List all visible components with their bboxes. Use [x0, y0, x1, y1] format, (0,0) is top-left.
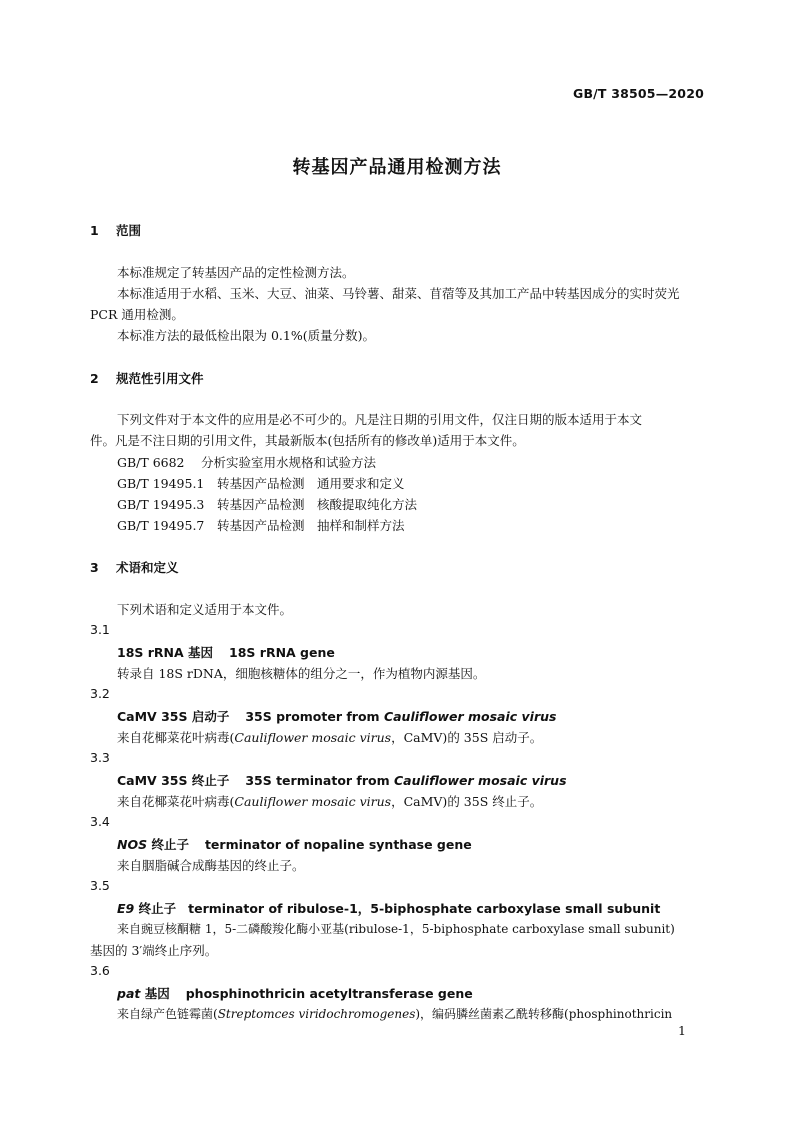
- definition-italic: Cauliflower mosaic virus: [234, 730, 392, 745]
- term-definition: 来自豌豆核酮糖 1，5-二磷酸羧化酶小亚基(ribulose-1，5-biphosphate carboxylase small subunit): [117, 922, 675, 936]
- term-en: 18S rRNA gene: [229, 645, 335, 660]
- reference-code: GB/T 19495.3: [117, 497, 205, 512]
- term-definition: [117, 792, 542, 810]
- reference-title: 转基因产品检测 通用要求和定义: [217, 476, 405, 491]
- document-title: 转基因产品通用检测方法: [292, 157, 502, 178]
- definition-text: ，CaMV)的 35S 终止子。: [391, 794, 543, 809]
- definition-text: 来自绿产色链霉菌(: [117, 1007, 218, 1021]
- term-definition-continuation: 基因的 3′端终止序列。: [90, 943, 218, 958]
- term-zh: 基因: [140, 986, 170, 1001]
- term-definition: 来自胭脂碱合成酶基因的终止子。: [117, 858, 305, 873]
- section-1-heading: [90, 221, 141, 239]
- term-zh: CaMV 35S 启动子: [117, 709, 230, 724]
- term-number: 3.4: [90, 814, 110, 829]
- reference-title: 转基因产品检测 核酸提取纯化方法: [217, 497, 418, 512]
- paragraph-continuation: 件。凡是不注日期的引用文件，其最新版本(包括所有的修改单)适用于本文件。: [90, 433, 525, 448]
- section-title: 范围: [116, 223, 142, 238]
- section-title: 术语和定义: [116, 560, 179, 575]
- section-number: 1: [90, 223, 99, 238]
- paragraph-continuation: PCR 通用检测。: [90, 307, 184, 322]
- term-heading: [117, 707, 556, 725]
- term-number: 3.1: [90, 622, 110, 637]
- definition-italic: Streptomces viridochromogenes: [217, 1007, 416, 1021]
- term-en-italic: Cauliflower mosaic virus: [394, 773, 567, 788]
- term-en-italic: Cauliflower mosaic virus: [383, 709, 557, 724]
- term-zh-italic: E9: [117, 901, 135, 916]
- term-heading: [117, 643, 335, 661]
- term-heading: [117, 899, 660, 917]
- term-zh-italic: NOS: [117, 837, 148, 852]
- term-zh: 18S rRNA 基因: [117, 645, 214, 660]
- section-3-heading: [90, 558, 179, 576]
- term-en: 35S promoter from: [245, 709, 384, 724]
- standard-code: GB/T 38505—2020: [572, 86, 704, 101]
- term-heading: [117, 771, 567, 789]
- reference-item: [117, 453, 376, 471]
- definition-text: )，编码膦丝菌素乙酰转移酶(phosphinothricin: [415, 1007, 673, 1021]
- reference-item: [117, 474, 405, 492]
- paragraph: 本标准适用于水稻、玉米、大豆、油菜、马铃薯、甜菜、苜蓿等及其加工产品中转基因成分的实时荧光: [117, 286, 680, 301]
- paragraph: 本标准方法的最低检出限为 0.1%(质量分数)。: [117, 328, 375, 343]
- reference-title: 分析实验室用水规格和试验方法: [201, 455, 377, 470]
- term-number: 3.5: [90, 878, 110, 893]
- section-title: 规范性引用文件: [116, 371, 204, 386]
- section-2-heading: [90, 369, 204, 387]
- term-en: terminator of ribulose-1，5-biphosphate carboxylase small subunit: [188, 901, 661, 916]
- reference-item: [117, 495, 417, 513]
- reference-code: GB/T 19495.1: [117, 476, 205, 491]
- term-number: 3.6: [90, 963, 110, 978]
- paragraph: 本标准规定了转基因产品的定性检测方法。: [117, 265, 355, 280]
- reference-code: GB/T 6682: [117, 455, 185, 470]
- paragraph: 下列术语和定义适用于本文件。: [117, 602, 293, 617]
- term-definition: 转录自 18S rDNA，细胞核糖体的组分之一，作为植物内源基因。: [117, 666, 486, 681]
- term-en: terminator of nopaline synthase gene: [204, 837, 472, 852]
- definition-text: 来自花椰菜花叶病毒(: [117, 794, 235, 809]
- section-number: 3: [90, 560, 99, 575]
- term-zh-italic: pat: [117, 986, 141, 1001]
- paragraph: 下列文件对于本文件的应用是必不可少的。凡是注日期的引用文件，仅注日期的版本适用于本文: [117, 412, 643, 427]
- term-definition: [117, 728, 542, 746]
- term-zh: CaMV 35S 终止子: [117, 773, 230, 788]
- term-zh: 终止子: [147, 837, 189, 852]
- section-number: 2: [90, 371, 99, 386]
- reference-item: [117, 516, 405, 534]
- term-en: 35S terminator from: [245, 773, 394, 788]
- term-heading: [117, 984, 473, 1002]
- reference-title: 转基因产品检测 抽样和制样方法: [217, 518, 405, 533]
- reference-code: GB/T 19495.7: [117, 518, 205, 533]
- definition-text: ，CaMV)的 35S 启动子。: [391, 730, 543, 745]
- term-zh: 终止子: [134, 901, 177, 916]
- page-number: 1: [678, 1023, 686, 1038]
- term-heading: [117, 835, 472, 853]
- term-number: 3.3: [90, 750, 110, 765]
- definition-text: 来自花椰菜花叶病毒(: [117, 730, 235, 745]
- definition-italic: Cauliflower mosaic virus: [234, 794, 392, 809]
- term-definition: [117, 1005, 672, 1022]
- term-en: phosphinothricin acetyltransferase gene: [185, 986, 473, 1001]
- term-number: 3.2: [90, 686, 110, 701]
